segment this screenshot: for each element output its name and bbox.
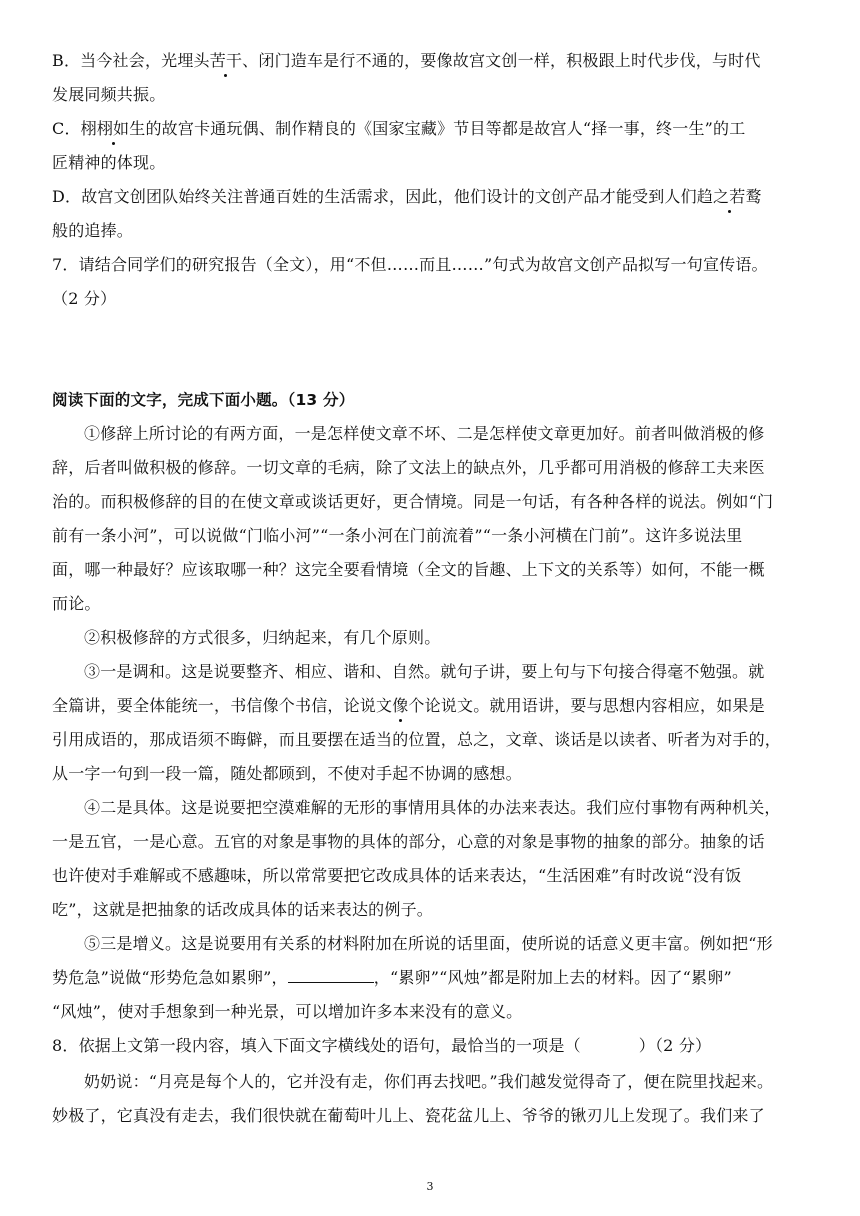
paragraph-1-line: 辞，后者叫做积极的修辞。一切文章的毛病，除了文法上的缺点外，几乎都可用消极的修辞工夫来医 [52,458,765,477]
emphasized-character: 像 [392,696,409,715]
option-c-line-2: 匠精神的体现。 [52,153,166,172]
paragraph-1-line: 而论。 [52,594,101,613]
emphasized-phrase: 苦干 [209,51,243,70]
paragraph-3-text: 个论说文。就用语讲，要与思想内容相应，如果是 [408,696,765,715]
paragraph-3-line [52,696,812,716]
question-8-text: 8．依据上文第一段内容，填入下面文字横线处的语句，最恰当的一项是（ [52,1036,581,1055]
passage-line: 奶奶说：“月亮是每个人的，它并没有走，你们再去找吧。”我们越发觉得奇了，便在院里找起来。 [84,1072,774,1091]
paragraph-3-line: 从一字一句到一段一篇，随处都顾到，不使对手起不协调的感想。 [52,764,522,783]
paragraph-5-line [52,968,812,988]
option-b-text: B．当今社会，光埋头 [52,51,210,70]
question-8-score: ）（2 分） [638,1036,712,1055]
option-c-label: C． [52,119,81,138]
option-b-text: 、闭门造车是行不通的，要像故宫文创一样，积极跟上时代步伐，与时代 [242,51,761,70]
option-b-line-1 [52,51,812,71]
option-d-line-1 [52,187,812,207]
paragraph-4-line: 也许使对手难解或不感趣味，所以常常要把它改成具体的话来表达，“生活困难”有时改说“没有饭 [52,866,742,885]
paragraph-3-text: 全篇讲，要全体能统一，书信像个书信，论说文 [52,696,393,715]
option-c-text: 的故宫卡通玩偶、制作精良的《国家宝藏》节目等都是故宫人“择一事，终一生”的工 [145,119,746,138]
passage-line: 妙极了，它真没有走去，我们很快就在葡萄叶儿上、瓷花盆儿上、爷爷的锹刃儿上发现了。我们来了 [52,1106,765,1125]
paragraph-2: ②积极修辞的方式很多，归纳起来，有几个原则。 [84,628,441,647]
emphasized-phrase: 栩栩如生 [80,119,146,138]
option-b-line-2: 发展同频共振。 [52,85,166,104]
paragraph-4-line: 一是五官，一是心意。五官的对象是事物的具体的部分，心意的对象是事物的抽象的部分。抽象的话 [52,832,765,851]
question-7-line-2: （2 分） [52,289,117,308]
paragraph-1-line: 面，哪一种最好？应该取哪一种？这完全要看情境（全文的旨趣、上下文的关系等）如何，不能一概 [52,560,765,579]
section-heading: 阅读下面的文字，完成下面小题。（13 分） [52,391,355,409]
emphasized-phrase: 趋之若鹜 [696,187,762,206]
paragraph-4-line: 吃”，这就是把抽象的话改成具体的话来表达的例子。 [52,900,433,919]
page-number: 3 [426,1180,434,1193]
question-8 [52,1036,812,1056]
paragraph-5-line: ⑤三是增义。这是说要用有关系的材料附加在所说的话里面，使所说的话意义更丰富。例如把“形 [84,934,773,953]
option-c-line-1 [52,119,812,139]
paragraph-3-line: 引用成语的，那成语须不晦僻，而且要摆在适当的位置，总之，文章、谈话是以读者、听者为对手的， [52,730,782,749]
question-7-line-1: 7．请结合同学们的研究报告（全文），用“不但……而且……”句式为故宫文创产品拟写一句宣传语。 [52,255,768,274]
paragraph-4-line: ④二是具体。这是说要把空漠难解的无形的事情用具体的办法来表达。我们应付事物有两种机关， [84,798,781,817]
option-d-text: D．故宫文创团队始终关注普通百姓的生活需求，因此，他们设计的文创产品才能受到人们 [52,187,697,206]
paragraph-3-line: ③一是调和。这是说要整齐、相应、谐和、自然。就句子讲，要上句与下句接合得毫不勉强。就 [84,662,765,681]
paragraph-5-text: ，“累卵”“风烛”都是附加上去的材料。因了“累卵” [373,968,732,987]
paragraph-5-line: “风烛”，使对手想象到一种光景，可以增加许多本来没有的意义。 [52,1002,523,1021]
paragraph-1-line: ①修辞上所讨论的有两方面，一是怎样使文章不坏、二是怎样使文章更加好。前者叫做消极的修 [84,424,765,443]
fill-in-blank[interactable] [288,968,374,983]
paragraph-1-line: 治的。而积极修辞的目的在使文章或谈话更好，更合情境。同是一句话，有各种各样的说法。例如“门 [52,492,774,511]
paragraph-1-line: 前有一条小河”，可以说做“门临小河”“一条小河在门前流着”“一条小河横在门前”。这许多说法里 [52,526,743,545]
option-d-line-2: 般的追捧。 [52,221,134,240]
paragraph-5-text: 势危急”说做“形势危急如累卵”， [52,968,288,987]
